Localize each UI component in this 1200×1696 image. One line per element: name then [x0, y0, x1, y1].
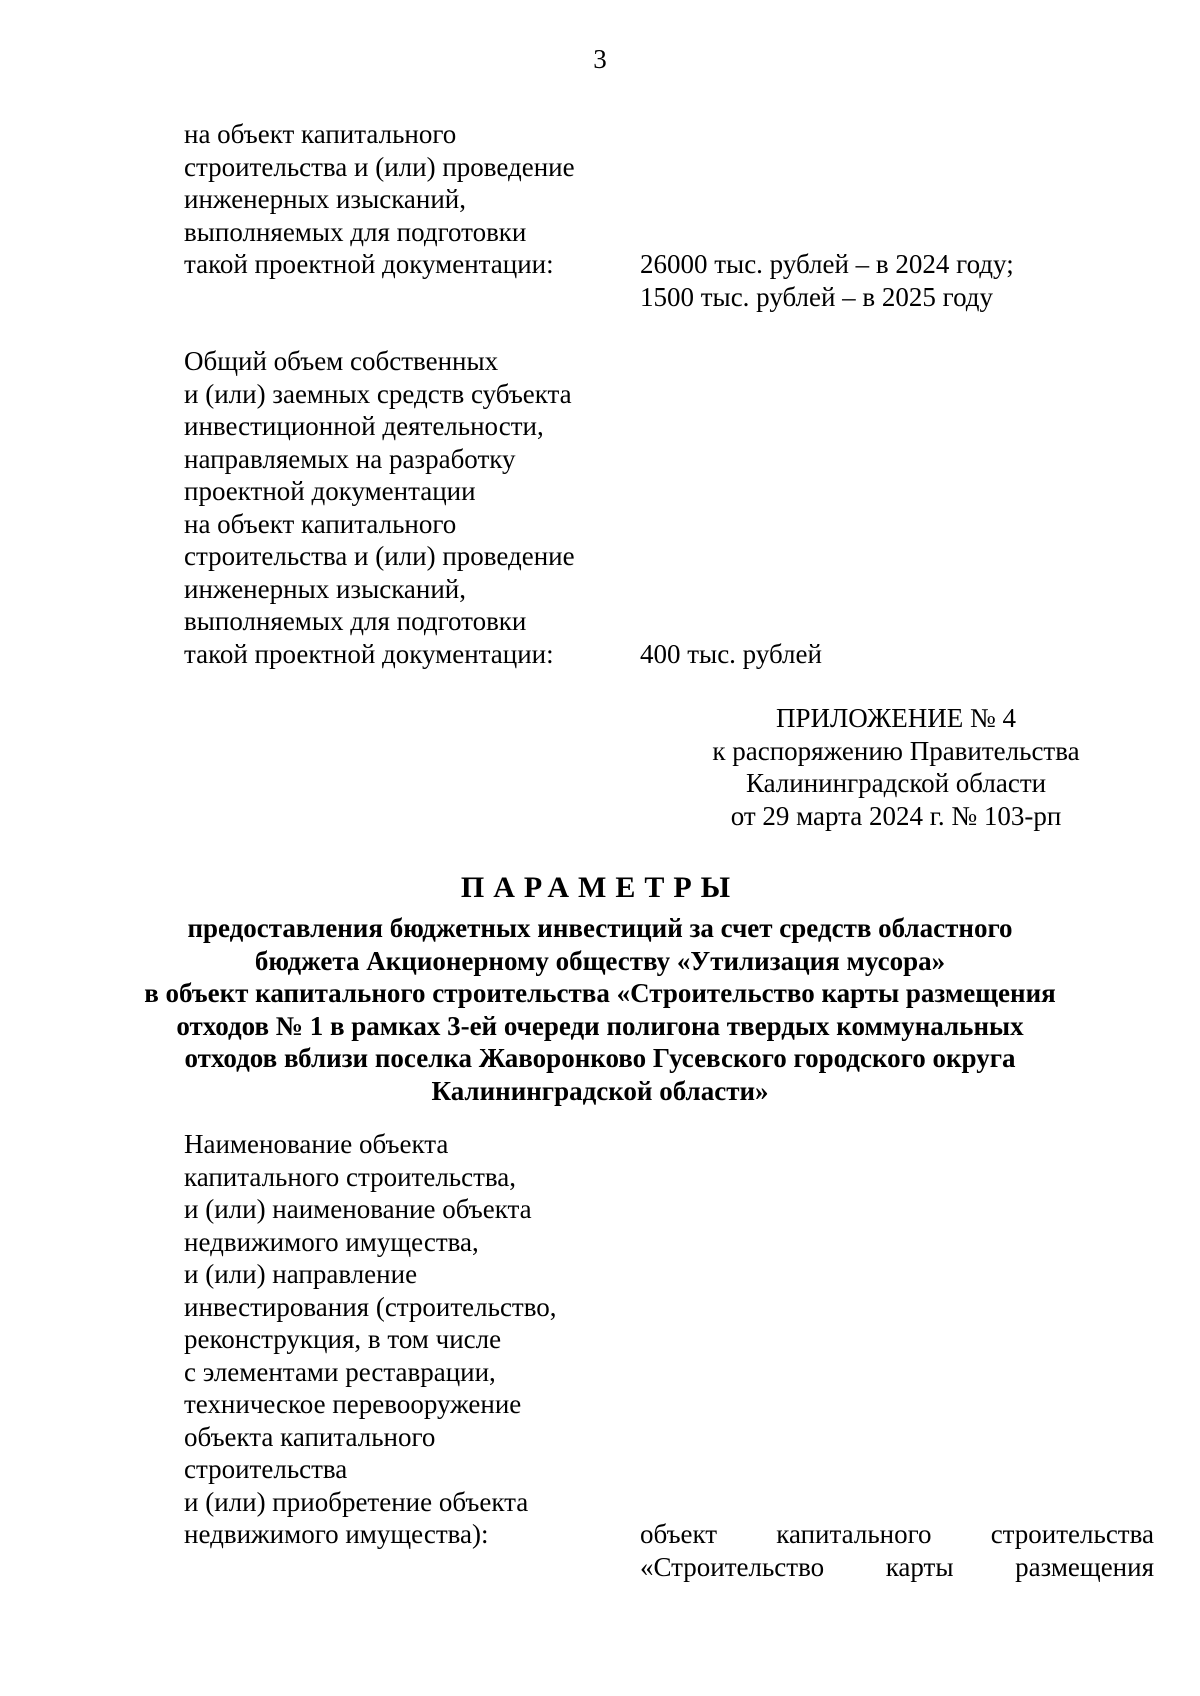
block3-value-word: «Строительство: [640, 1551, 825, 1582]
title-sub-line: Калининградской области»: [431, 1075, 769, 1106]
block1-label: [184, 118, 575, 281]
appendix-line: Калининградской области: [745, 768, 1047, 798]
block2-label-line: направляемых на разработку: [184, 443, 516, 474]
title-sub-line: отходов вблизи поселка Жаворонково Гусевского городского округа: [184, 1043, 1016, 1073]
block3-value-word: размещения: [1015, 1551, 1154, 1582]
block3-label: [184, 1128, 557, 1551]
appendix-line: от 29 марта 2024 г. № 103-рп: [730, 800, 1062, 831]
block1-value: [640, 248, 1014, 313]
block2-label-line: выполняемых для подготовки: [184, 606, 527, 636]
block3-value-word: строительства: [990, 1519, 1154, 1549]
block3-label-line: недвижимого имущества):: [184, 1519, 489, 1549]
title-sub-line: отходов № 1 в рамках 3-ей очереди полигона твердых коммунальных: [176, 1010, 1024, 1041]
block3-value: [640, 1518, 1154, 1583]
block3-value-line: [640, 1551, 1154, 1584]
block3-value-word: капитального: [776, 1519, 932, 1549]
title-sub-line: предоставления бюджетных инвестиций за счет средств областного: [187, 913, 1013, 943]
block2-label-line: проектной документации: [184, 476, 476, 506]
title-main: ПАРАМЕТРЫ: [460, 871, 740, 904]
appendix-line: ПРИЛОЖЕНИЕ № 4: [775, 703, 1017, 733]
block2-label-line: такой проектной документации:: [184, 638, 554, 669]
block2-label-line: строительства и (или) проведение: [184, 541, 575, 571]
title-subtitle: [0, 912, 1200, 1107]
block1-label-line: на объект капитального: [184, 119, 457, 149]
block1-label-line: такой проектной документации:: [184, 249, 554, 279]
block3-label-line: капитального строительства,: [184, 1161, 517, 1192]
block1-value-line: 1500 тыс. рублей – в 2025 году: [640, 281, 994, 312]
block1-label-line: выполняемых для подготовки: [184, 216, 527, 247]
block2-label-line: Общий объем собственных: [184, 346, 499, 376]
block1-label-line: инженерных изысканий,: [184, 184, 466, 214]
block3-value-line: [640, 1518, 1154, 1551]
block3-label-line: реконструкция, в том числе: [184, 1324, 502, 1354]
block3-label-line: объекта капитального: [184, 1421, 436, 1452]
block3-label-line: строительства: [184, 1454, 348, 1484]
document-title: [0, 868, 1200, 1107]
block2-value: [640, 638, 822, 671]
block2-value-line: 400 тыс. рублей: [640, 639, 822, 669]
block3-label-line: Наименование объекта: [184, 1129, 449, 1159]
block1-label-line: строительства и (или) проведение: [184, 151, 575, 182]
block3-label-line: инвестирования (строительство,: [184, 1291, 557, 1322]
block3-label-line: с элементами реставрации,: [184, 1356, 496, 1387]
page-number: 3: [593, 44, 607, 74]
block2-label: [184, 345, 575, 670]
block1-value-line: 26000 тыс. рублей – в 2024 году;: [640, 249, 1014, 279]
appendix-header: [636, 702, 1156, 832]
block2-label-line: и (или) заемных средств субъекта: [184, 378, 572, 409]
block2-label-line: инженерных изысканий,: [184, 573, 466, 604]
title-sub-line: бюджета Акционерному обществу «Утилизация мусора»: [254, 945, 946, 976]
block3-label-line: недвижимого имущества,: [184, 1226, 479, 1257]
block3-label-line: и (или) наименование объекта: [184, 1194, 532, 1224]
appendix-line: к распоряжению Правительства: [712, 735, 1080, 766]
block3-value-word: карты: [885, 1551, 954, 1582]
block3-label-line: и (или) направление: [184, 1259, 418, 1289]
block3-label-line: и (или) приобретение объекта: [184, 1486, 529, 1517]
block3-value-word: объект: [640, 1519, 718, 1549]
block2-label-line: инвестиционной деятельности,: [184, 411, 544, 441]
title-sub-line: в объект капитального строительства «Строительство карты размещения: [144, 978, 1056, 1008]
block2-label-line: на объект капитального: [184, 508, 457, 539]
block3-label-line: техническое перевооружение: [184, 1389, 522, 1419]
